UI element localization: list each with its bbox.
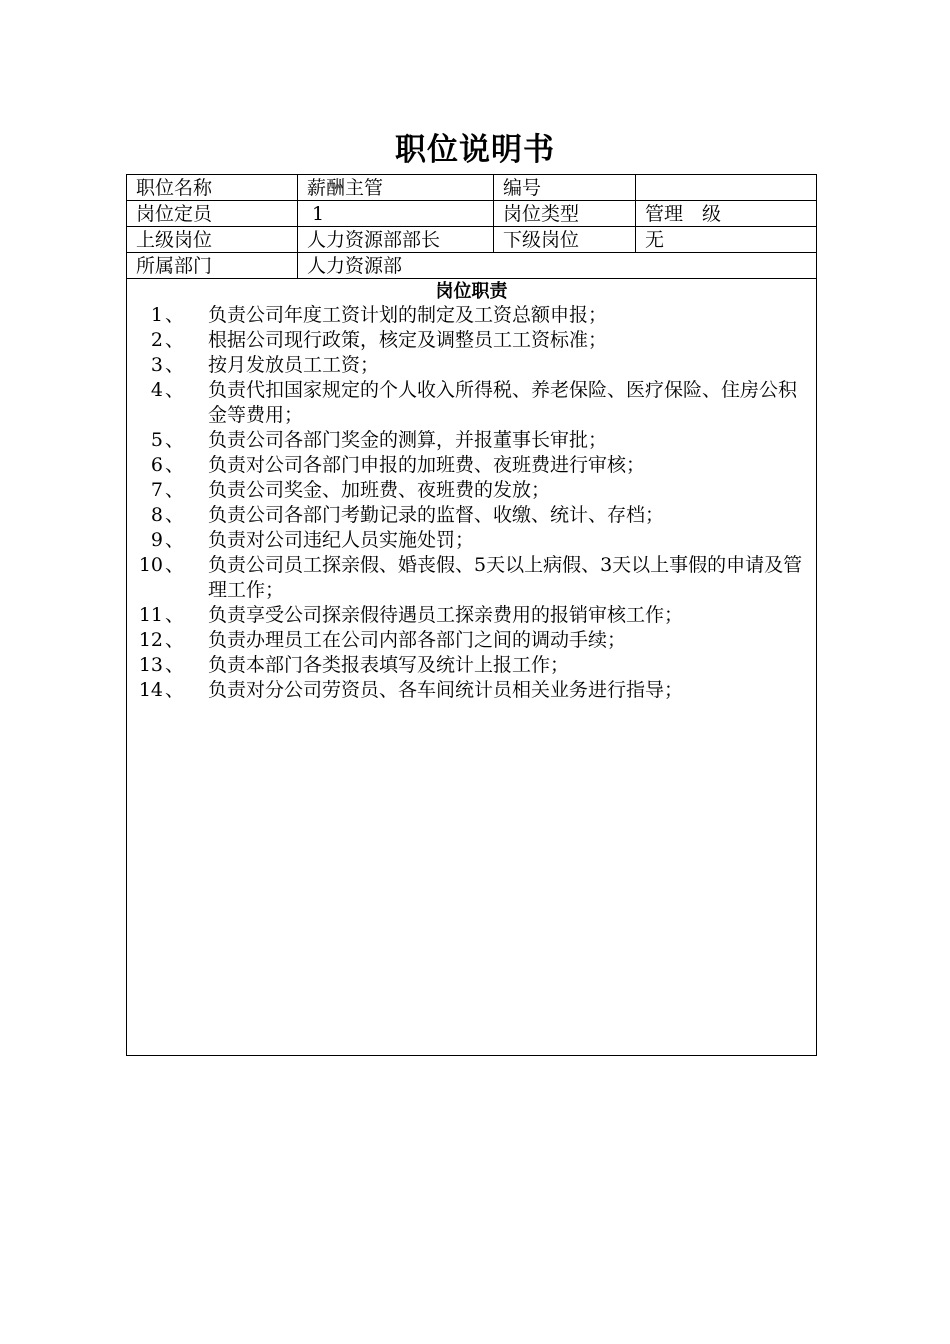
duty-number: 12 [138, 629, 163, 651]
duty-text: 按月发放员工工资； [208, 354, 380, 376]
subordinate-value: 无 [636, 227, 817, 253]
duty-number: 6 [150, 454, 163, 476]
duty-text: 负责办理员工在公司内部各部门之间的调动手续； [208, 629, 627, 651]
row-position-name [127, 175, 817, 201]
duties-list [127, 303, 816, 703]
type-label: 岗位类型 [494, 201, 636, 227]
duty-text: 根据公司现行政策，核定及调整员工工资标准； [208, 329, 608, 351]
position-name-value: 薪酬主管 [298, 175, 494, 201]
duties-cell [127, 279, 817, 1056]
duty-number: 2 [150, 329, 163, 351]
row-superior [127, 227, 817, 253]
duty-text: 负责公司各部门考勤记录的监督、收缴、统计、存档； [208, 504, 665, 526]
duty-item [127, 478, 816, 503]
duty-item [127, 303, 816, 328]
code-label: 编号 [494, 175, 636, 201]
duty-separator: 、 [165, 354, 185, 376]
duty-number: 8 [150, 504, 163, 526]
row-department [127, 253, 817, 279]
duty-item [127, 378, 816, 428]
duty-separator: 、 [165, 379, 185, 401]
subordinate-label: 下级岗位 [494, 227, 636, 253]
duty-text: 负责公司员工探亲假、婚丧假、5天以上病假、3天以上事假的申请及管理工作； [208, 554, 803, 601]
duty-item [127, 603, 816, 628]
duty-text: 负责公司奖金、加班费、夜班费的发放； [208, 479, 551, 501]
duty-item [127, 428, 816, 453]
job-description-table [126, 174, 817, 1056]
duty-item [127, 528, 816, 553]
duty-text: 负责对分公司劳资员、各车间统计员相关业务进行指导； [208, 679, 684, 701]
duty-number: 5 [150, 429, 163, 451]
duty-text: 负责公司年度工资计划的制定及工资总额申报； [208, 304, 608, 326]
duty-number: 14 [138, 679, 163, 701]
duty-number: 9 [150, 529, 163, 551]
department-value: 人力资源部 [298, 253, 817, 279]
duty-separator: 、 [165, 329, 185, 351]
duty-item [127, 353, 816, 378]
headcount-value: 1 [298, 201, 494, 227]
duty-number: 1 [150, 304, 163, 326]
duty-number: 3 [150, 354, 163, 376]
duty-separator: 、 [165, 504, 185, 526]
duty-item [127, 653, 816, 678]
duty-number: 7 [150, 479, 163, 501]
duty-separator: 、 [165, 454, 185, 476]
duty-separator: 、 [165, 679, 185, 701]
duty-text: 负责公司各部门奖金的测算，并报董事长审批； [208, 429, 608, 451]
duty-separator: 、 [165, 654, 185, 676]
duty-separator: 、 [165, 304, 185, 326]
duty-text: 负责对公司各部门申报的加班费、夜班费进行审核； [208, 454, 646, 476]
duty-number: 11 [138, 604, 163, 626]
department-label: 所属部门 [127, 253, 298, 279]
superior-value: 人力资源部部长 [298, 227, 494, 253]
duties-heading: 岗位职责 [435, 281, 508, 302]
code-value [636, 175, 817, 201]
position-name-label: 职位名称 [127, 175, 298, 201]
type-value: 管理 级 [636, 201, 817, 227]
duty-number: 10 [138, 554, 163, 576]
duty-item [127, 328, 816, 353]
duty-text: 负责享受公司探亲假待遇员工探亲费用的报销审核工作； [208, 604, 684, 626]
duty-item [127, 453, 816, 478]
duty-separator: 、 [165, 554, 185, 576]
duty-separator: 、 [165, 529, 185, 551]
superior-label: 上级岗位 [127, 227, 298, 253]
duty-separator: 、 [165, 429, 185, 451]
duty-item [127, 503, 816, 528]
duty-separator: 、 [165, 479, 185, 501]
duty-number: 4 [150, 379, 163, 401]
duty-number: 13 [138, 654, 163, 676]
row-duties [127, 279, 817, 1056]
duty-text: 负责代扣国家规定的个人收入所得税、养老保险、医疗保险、住房公积金等费用； [208, 379, 798, 426]
page-title: 职位说明书 [395, 132, 555, 168]
duty-text: 负责本部门各类报表填写及统计上报工作； [208, 654, 570, 676]
row-headcount [127, 201, 817, 227]
duty-item [127, 553, 816, 603]
duty-text: 负责对公司违纪人员实施处罚； [208, 529, 475, 551]
duty-item [127, 628, 816, 653]
duty-separator: 、 [165, 604, 185, 626]
headcount-label: 岗位定员 [127, 201, 298, 227]
duty-item [127, 678, 816, 703]
duty-separator: 、 [165, 629, 185, 651]
